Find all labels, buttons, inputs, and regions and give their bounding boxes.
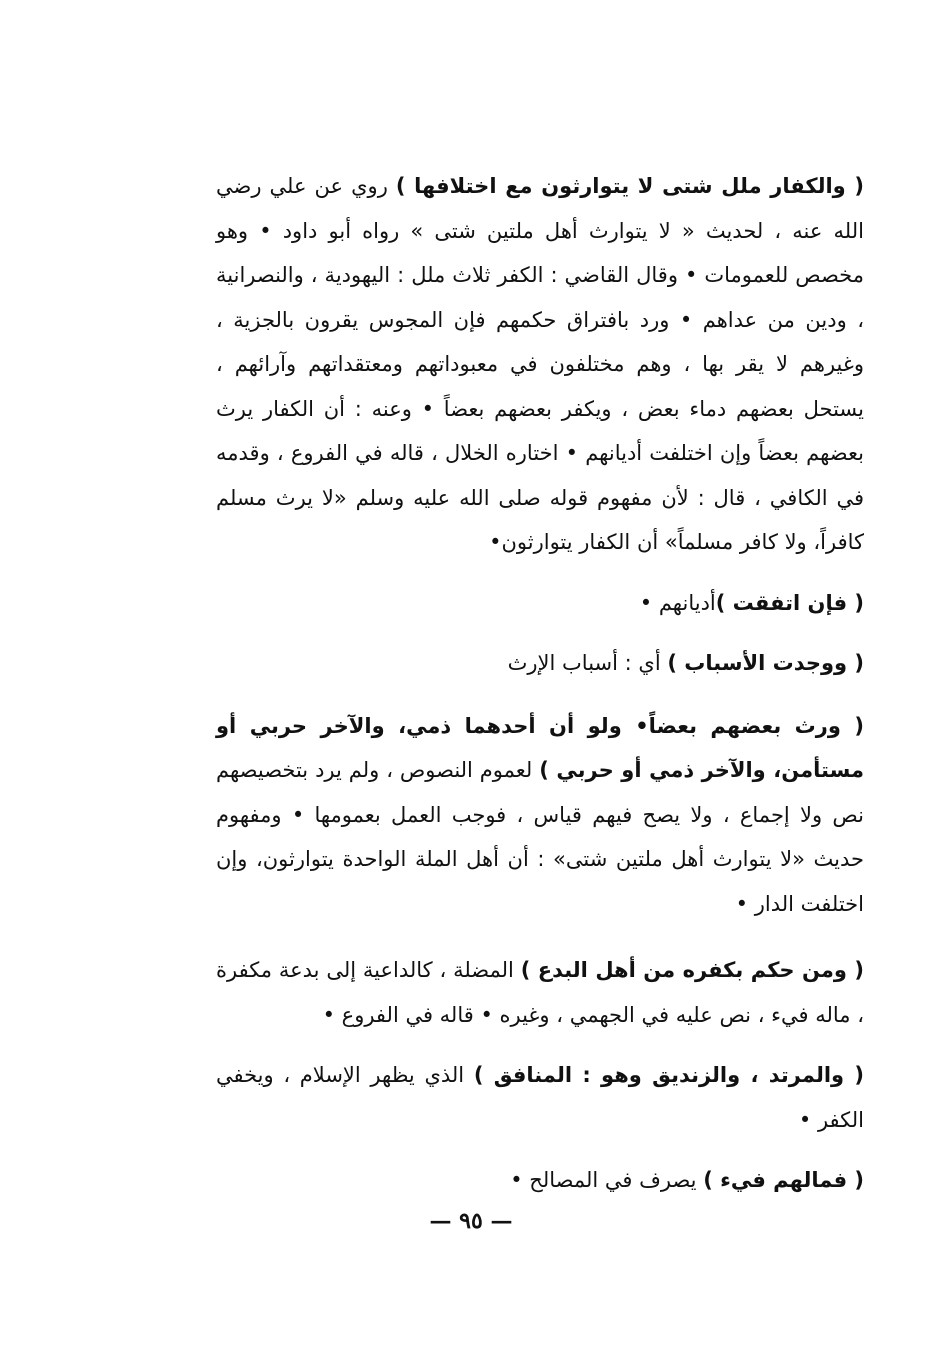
paragraph-their-wealth <box>216 1158 864 1203</box>
paragraph-inherit-each-other <box>216 704 864 927</box>
paragraph-body: الذي يظهر الإسلام ، ويخفي الكفر • <box>216 1063 864 1132</box>
paragraph-body: أي : أسباب الإرث <box>507 651 668 675</box>
page-number: — ٩٥ — <box>429 1208 513 1234</box>
paragraph-causes-found <box>216 641 864 686</box>
paragraph-heading: ( ومن حكم بكفره من أهل البدع ) <box>520 958 864 982</box>
paragraph-heading: ( والكفار ملل شتى لا يتوارثون مع اختلافها ) <box>395 174 864 198</box>
main-text <box>216 164 864 1203</box>
paragraph-heading: ( ورث بعضهم بعضاً• ولو أن أحدهما ذمي، والآخر حربي أو مستأمن، والآخر ذمي أو حربي ) <box>216 713 864 782</box>
paragraph-disbelievers-inheritance <box>216 164 864 565</box>
paragraph-heading: ( فإن اتفقت ) <box>715 590 864 615</box>
paragraph-body: لعموم النصوص ، ولم يرد بتخصيصهم نص ولا إجماع ، ولا يصح فيهم قياس ، فوجب العمل بعمومها • ومفهوم حديث «لا يتوارث أهل ملتين شتى» : أن أهل الملة الواحدة يتوارثون، وإن اختلفت الدار • <box>216 758 864 916</box>
paragraph-body: أديانهم • <box>639 590 716 615</box>
paragraph-apostate <box>216 1053 864 1142</box>
paragraph-body: روي عن علي رضي الله عنه ، لحديث « لا يتوارث أهل ملتين شتى » رواه أبو داود • وهو مخصص للعمومات • وقال القاضي : الكفر ثلاث ملل : اليهودية ، والنصرانية ، ودين من عداهم • ورد بافتراق حكمهم فإن المجوس يقرون بالجزية ، وغيرهم لا يقر بها ، وهم مختلفون في معبوداتهم ومعتقداتهم وآرائهم ، يستحل بعضهم دماء بعض ، ويكفر بعضهم بعضاً • وعنه : أن الكفار يرث بعضهم بعضاً وإن اختلفت أديانهم • اختاره الخلال ، قاله في الفروع ، وقدمه في الكافي ، قال : لأن مفهوم قوله صلى الله عليه وسلم «لا يرث مسلم كافراً، ولا كافر مسلماً» أن الكفار يتوارثون• <box>216 174 864 554</box>
paragraph-heading: ( فمالهم فيء ) <box>703 1168 864 1192</box>
paragraph-body: المضلة ، كالداعية إلى بدعة مكفرة ، ماله فيء ، نص عليه في الجهمي ، وغيره • قاله في الفروع • <box>216 958 864 1027</box>
paragraph-body: يصرف في المصالح • <box>510 1168 704 1192</box>
paragraph-heading: ( ووجدت الأسباب ) <box>667 651 864 675</box>
paragraph-if-agreed <box>216 581 864 626</box>
paragraph-heading: ( والمرتد ، والزنديق وهو : المنافق ) <box>473 1063 864 1087</box>
paragraph-innovators <box>216 948 864 1037</box>
